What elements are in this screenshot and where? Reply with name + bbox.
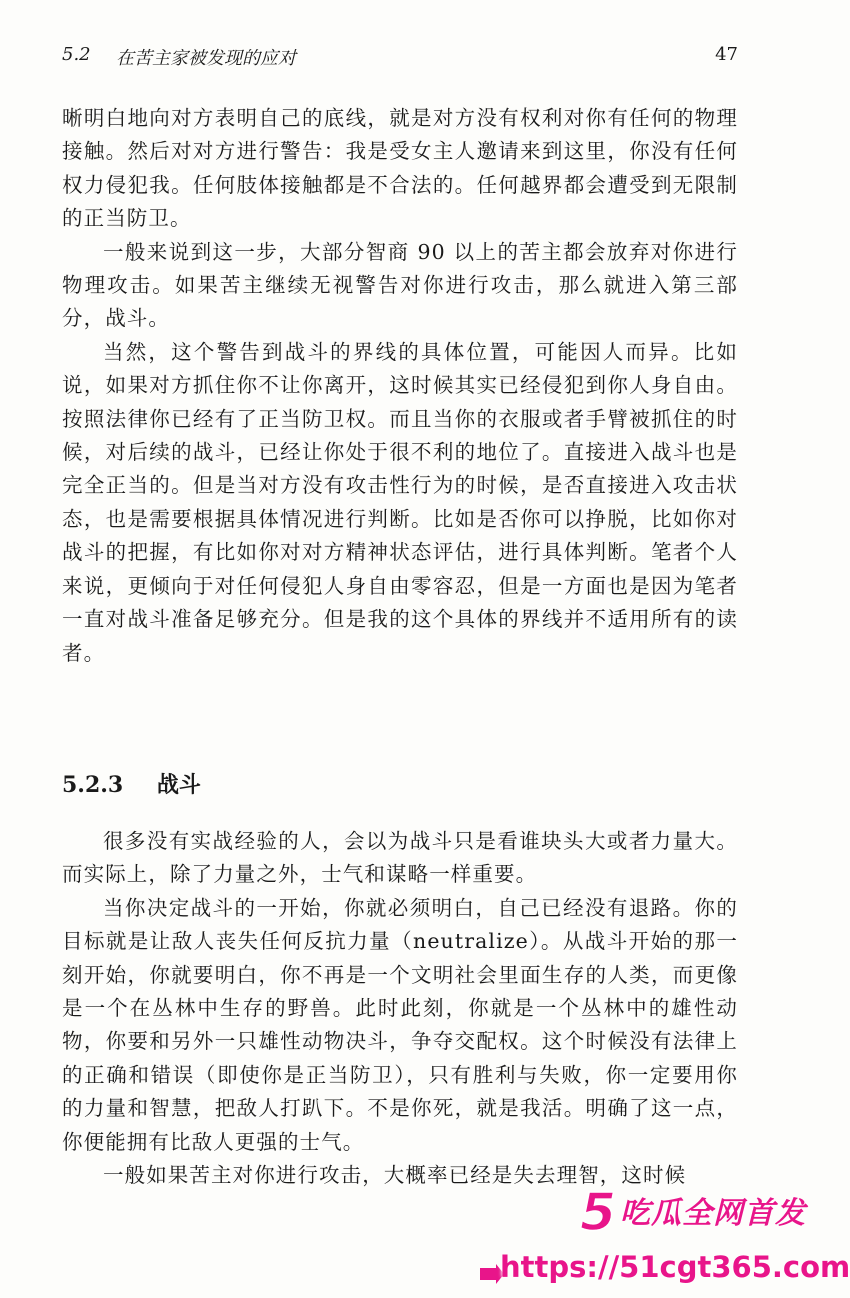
body-text-bottom: [62, 825, 738, 1192]
header-section-number: 5.2: [62, 44, 91, 65]
watermark-brand: 吃瓜全网首发: [620, 1196, 806, 1231]
paragraph: 当然，这个警告到战斗的界线的具体位置，可能因人而异。比如说，如果对方抓住你不让你离开，这时候其实已经侵犯到你人身自由。按照法律你已经有了正当防卫权。而且当你的衣服或者手臂被抓住的时候，对后续的战斗，已经让你处于很不利的地位了。直接进入战斗也是完全正当的。但是当对方没有攻击性行为的时候，是否直接进入攻击状态，也是需要根据具体情况进行判断。比如是否你可以挣脱，比如你对战斗的把握，有比如你对对方精神状态评估，进行具体判断。笔者个人来说，更倾向于对任何侵犯人身自由零容忍，但是一方面也是因为笔者一直对战斗准备足够充分。但是我的这个具体的界线并不适用所有的读者。: [62, 339, 738, 665]
site-watermark: [480, 1180, 850, 1298]
watermark-url[interactable]: https://51cgt365.com: [500, 1250, 850, 1284]
subsection-number: 5.2.3: [62, 772, 124, 798]
svg-text:5: 5: [580, 1183, 617, 1243]
header-section-title: 在苦主家被发现的应对: [116, 48, 296, 69]
page-number: 47: [715, 44, 738, 65]
body-text-top: [62, 102, 738, 670]
paragraph: 晰明白地向对方表明自己的底线，就是对方没有权利对你有任何的物理接触。然后对对方进行警告：我是受女主人邀请来到这里，你没有任何权力侵犯我。任何肢体接触都是不合法的。任何越界都会遭受到无限制的正当防卫。: [62, 106, 738, 231]
subsection-heading: [62, 768, 201, 799]
paragraph: 一般如果苦主对你进行攻击，大概率已经是失去理智，这时候: [103, 1163, 687, 1188]
subsection-title: 战斗: [156, 772, 201, 798]
paragraph: 当你决定战斗的一开始，你就必须明白，自己已经没有退路。你的目标就是让敌人丧失任何反抗力量（neutralize）。从战斗开始的那一刻开始，你就要明白，你不再是一个文明社会里面生存的人类，而更像是一个在丛林中生存的野兽。此时此刻，你就是一个丛林中的雄性动物，你要和另外一只雄性动物决斗，争夺交配权。这个时候没有法律上的正确和错误（即使你是正当防卫），只有胜利与失败，你一定要用你的力量和智慧，把敌人打趴下。不是你死，就是我活。明确了这一点，你便能拥有比敌人更强的士气。: [62, 895, 738, 1154]
running-header: [62, 44, 738, 74]
paragraph: 一般来说到这一步，大部分智商 90 以上的苦主都会放弃对你进行物理攻击。如果苦主继续无视警告对你进行攻击，那么就进入第三部分，战斗。: [62, 239, 738, 331]
paragraph: 很多没有实战经验的人，会以为战斗只是看谁块头大或者力量大。而实际上，除了力量之外，士气和谋略一样重要。: [62, 829, 738, 887]
